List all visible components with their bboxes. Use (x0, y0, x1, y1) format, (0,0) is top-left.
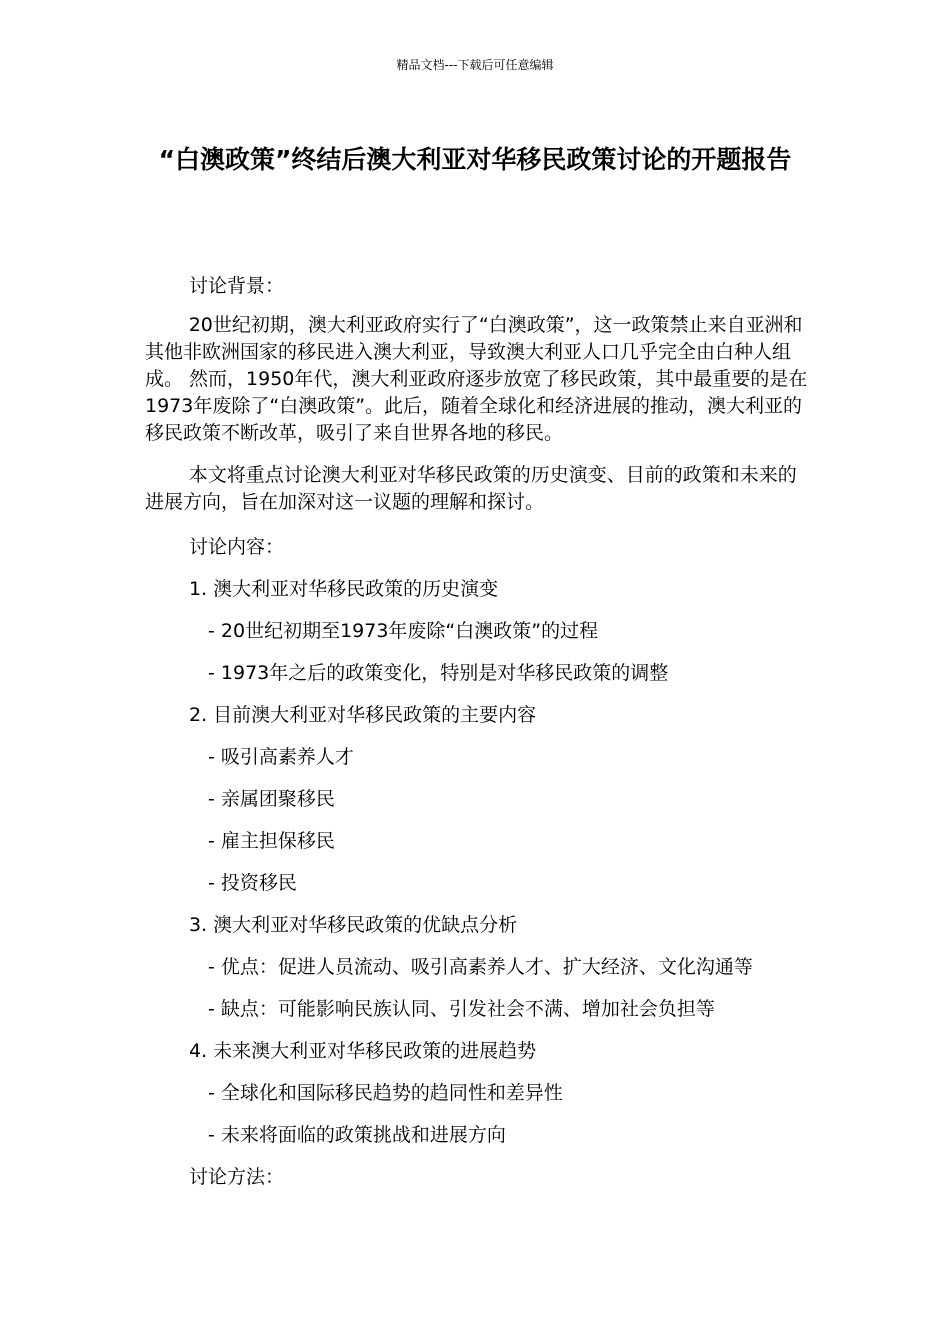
list-item: - 缺点：可能影响民族认同、引发社会不满、增加社会负担等 (208, 998, 715, 1020)
list-item: - 优点：促进人员流动、吸引高素养人才、扩大经济、文化沟通等 (208, 956, 753, 978)
list-item: - 1973年之后的政策变化，特别是对华移民政策的调整 (208, 662, 669, 684)
method-label: 讨论方法： (189, 1166, 285, 1188)
background-label: 讨论背景： (189, 275, 285, 297)
paragraph-purpose: 本文将重点讨论澳大利亚对华移民政策的历史演变、目前的政策和未来的进展方向，旨在加深对这一议题的理解和探讨。 (145, 464, 797, 513)
section-1-title: 1. 澳大利亚对华移民政策的历史演变 (189, 578, 499, 600)
section-4-title: 4. 未来澳大利亚对华移民政策的进展趋势 (189, 1040, 537, 1062)
document-body (145, 270, 810, 1203)
list-item: - 全球化和国际移民趋势的趋同性和差异性 (208, 1082, 563, 1104)
section-3-title: 3. 澳大利亚对华移民政策的优缺点分析 (189, 914, 518, 936)
list-item: - 投资移民 (208, 872, 297, 894)
document-title: “白澳政策”终结后澳大利亚对华移民政策讨论的开题报告 (158, 145, 792, 174)
paragraph-background: 20世纪初期，澳大利亚政府实行了“白澳政策”，这一政策禁止来自亚洲和其他非欧洲国家的移民进入澳大利亚，导致澳大利亚人口几乎完全由白种人组成。 然而，1950年代，澳大利亚政府逐步放宽了移民政策，其中最重要的是在1973年废除了“白澳政策”。此后，随着全球化和经济进展的推动，澳大利亚的移民政策不断改革，吸引了来自世界各地的移民。 (145, 314, 808, 444)
header-note: 精品文档---下载后可任意编辑 (396, 58, 554, 72)
list-item: - 雇主担保移民 (208, 830, 335, 852)
section-2-title: 2. 目前澳大利亚对华移民政策的主要内容 (189, 704, 537, 726)
list-item: - 未来将面临的政策挑战和进展方向 (208, 1124, 506, 1146)
list-item: - 20世纪初期至1973年废除“白澳政策”的过程 (208, 620, 599, 642)
list-item: - 亲属团聚移民 (208, 788, 335, 810)
content-label: 讨论内容： (189, 536, 285, 558)
list-item: - 吸引高素养人才 (208, 746, 354, 768)
